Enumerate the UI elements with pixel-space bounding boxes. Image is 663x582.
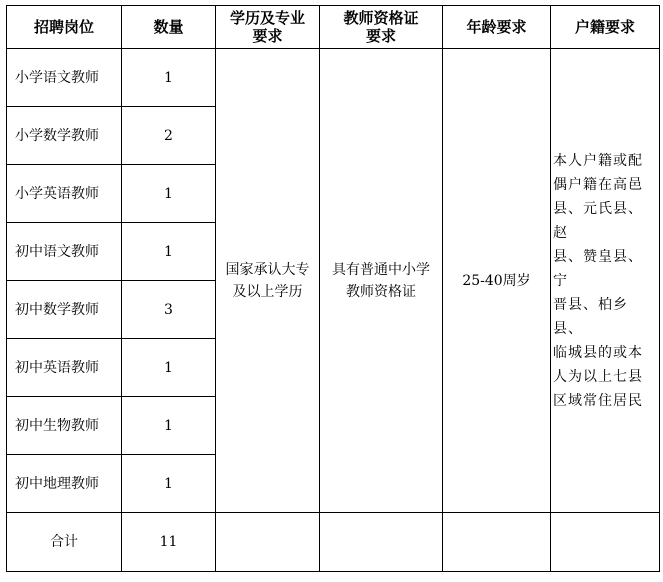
header-certificate-line-2: 要求 [365, 27, 396, 45]
residence-requirement-line-1: 本人户籍或配 [553, 152, 643, 169]
recruitment-table [6, 5, 660, 572]
residence-requirement-line-8: 区域常住居民 [553, 392, 643, 409]
count-cell: 1 [122, 455, 216, 513]
header-residence: 户籍要求 [551, 6, 660, 49]
header-position: 招聘岗位 [7, 6, 122, 49]
header-row [7, 6, 660, 49]
total-empty-cell [320, 513, 443, 572]
total-count-cell: 11 [122, 513, 216, 572]
total-row [7, 513, 660, 572]
count-cell: 1 [122, 223, 216, 281]
residence-requirement-line-4: 县、赞皇县、宁 [553, 248, 643, 289]
count-cell: 1 [122, 397, 216, 455]
header-age: 年龄要求 [443, 6, 551, 49]
position-cell: 初中英语教师 [7, 339, 122, 397]
residence-requirement-line-5: 晋县、柏乡县、 [553, 296, 628, 337]
count-cell: 1 [122, 49, 216, 107]
position-cell: 初中语文教师 [7, 223, 122, 281]
position-cell: 小学英语教师 [7, 165, 122, 223]
total-empty-cell [551, 513, 660, 572]
count-cell: 3 [122, 281, 216, 339]
header-count: 数量 [122, 6, 216, 49]
total-empty-cell [443, 513, 551, 572]
count-cell: 1 [122, 165, 216, 223]
certificate-requirement-line-1: 具有普通中小学 [332, 261, 430, 278]
residence-requirement-line-2: 偶户籍在高邑 [553, 176, 643, 193]
header-education-line-2: 要求 [252, 27, 283, 45]
education-requirement-line-1: 国家承认大专 [225, 261, 310, 278]
certificate-requirement-cell [320, 49, 443, 513]
position-cell: 小学数学教师 [7, 107, 122, 165]
count-cell: 1 [122, 339, 216, 397]
count-cell: 2 [122, 107, 216, 165]
position-cell: 小学语文教师 [7, 49, 122, 107]
position-cell: 初中生物教师 [7, 397, 122, 455]
residence-requirement-line-7: 人为以上七县 [553, 368, 643, 385]
position-cell: 初中地理教师 [7, 455, 122, 513]
residence-requirement-cell [551, 49, 660, 513]
residence-requirement-line-6: 临城县的或本 [553, 344, 643, 361]
position-cell: 初中数学教师 [7, 281, 122, 339]
education-requirement-line-2: 及以上学历 [232, 283, 303, 300]
residence-requirement-line-3: 县、元氏县、赵 [553, 200, 643, 241]
age-requirement-cell: 25-40周岁 [443, 49, 551, 513]
education-requirement-cell [216, 49, 320, 513]
header-certificate [320, 6, 443, 49]
certificate-requirement-line-2: 教师资格证 [346, 283, 416, 300]
table-row [7, 49, 660, 107]
total-label-cell: 合计 [7, 513, 122, 572]
header-education-line-1: 学历及专业 [229, 9, 305, 27]
total-empty-cell [216, 513, 320, 572]
header-certificate-line-1: 教师资格证 [343, 9, 419, 27]
header-education [216, 6, 320, 49]
